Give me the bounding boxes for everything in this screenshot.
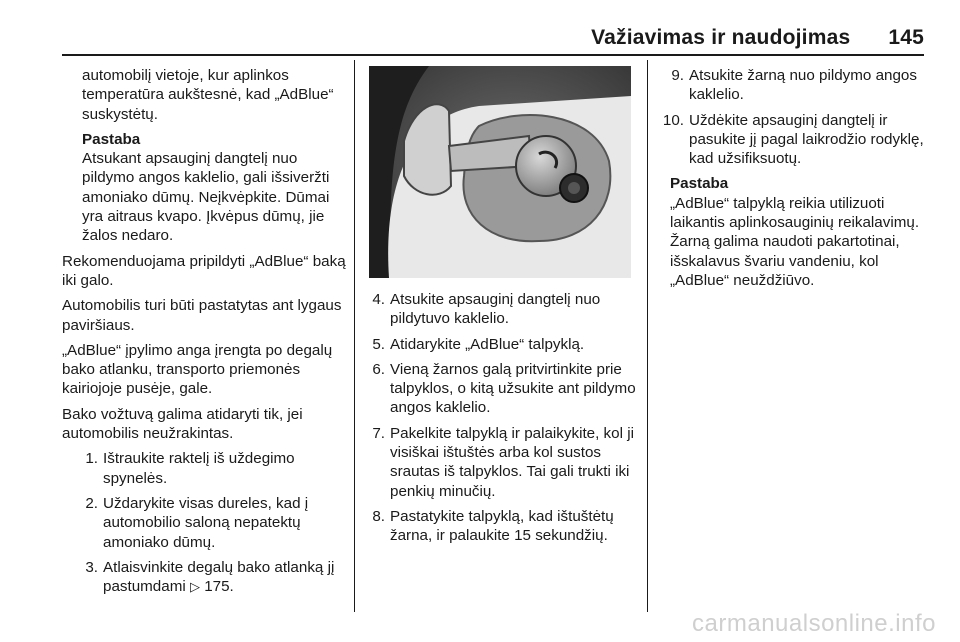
list-item: [369, 507, 639, 546]
step-text: Pakelkite talpyklą ir palaikykite, kol ji visiškai ištuštės arba kol sustos srautas iš talpyklos. Tai gali trukti iki penkių minučių.: [390, 424, 634, 500]
list-item: [660, 111, 930, 169]
arrow-ref-icon: ▷: [189, 579, 200, 595]
list-item: [62, 558, 350, 597]
paragraph: Rekomenduojama pripildyti „AdBlue“ baką iki galo.: [62, 252, 346, 289]
note-title: Pastaba: [670, 175, 729, 193]
list-item: [369, 335, 639, 354]
column-3: [660, 66, 930, 296]
step-number: 6.: [372, 360, 385, 378]
list-item: [660, 66, 930, 105]
note-body: „AdBlue“ talpyklą reikia utilizuoti laikantis aplinkosauginių reikalavimų. Žarną galima naudoti pakartotinai, išskalavus švariu vandeniu, kol „AdBlue“ neuždžiūvo.: [670, 194, 920, 289]
note-body: Atsukant apsauginį dangtelį nuo pildymo angos kaklelio, gali išsiveržti amoniako dūmų. Neįkvėpkite. Dūmai yra aitraus kvapo. Įkvėpus dūmų, jie žalos nedaro.: [82, 150, 330, 245]
steps-list: [62, 449, 350, 596]
step-text: Uždarykite visas dureles, kad į automobilio saloną nepatektų amoniako dūmų.: [103, 494, 309, 551]
step-number: 2.: [85, 494, 98, 512]
steps-list: [369, 290, 639, 546]
steps-list: [660, 66, 930, 168]
list-item: [369, 290, 639, 329]
paragraph: Bako vožtuvą galima atidaryti tik, jei automobilis neužrakintas.: [62, 405, 303, 443]
list-item: [62, 449, 350, 488]
step-number: 7.: [372, 424, 385, 442]
column-2: [369, 290, 639, 552]
step-number: 1.: [85, 450, 98, 468]
list-item: [369, 424, 639, 501]
column-divider-1: [354, 60, 355, 612]
adblue-filler-cap-photo: [369, 66, 631, 278]
photo-illustration: [369, 66, 631, 278]
step-number: 10.: [662, 111, 684, 129]
watermark: carmanualsonline.info: [692, 610, 936, 637]
list-item: [369, 360, 639, 418]
info-note: [660, 174, 930, 290]
step-text: Ištraukite raktelį iš uždegimo spynelės.: [103, 450, 295, 487]
warning-note: [62, 66, 350, 246]
list-item: [62, 494, 350, 552]
paragraph: Automobilis turi būti pastatytas ant lygaus paviršiaus.: [62, 297, 342, 334]
column-1: [62, 66, 350, 602]
step-text-container: [103, 558, 350, 597]
step-text: Atsukite žarną nuo pildymo angos kaklelio.: [689, 67, 917, 104]
step-text: Atlaisvinkite degalų bako atlanką jį pastumdami: [103, 558, 335, 596]
step-number: 3.: [85, 558, 98, 576]
step-number: 5.: [372, 335, 385, 353]
step-number: 9.: [671, 67, 684, 84]
page-reference[interactable]: 175.: [204, 578, 234, 596]
note-title: Pastaba: [82, 130, 141, 148]
step-number: 8.: [372, 507, 385, 525]
step-text: Pastatykite talpyklą, kad ištuštėtų žarna, ir palaukite 15 sekundžių.: [390, 507, 614, 545]
step-text: Vieną žarnos galą pritvirtinkite prie talpyklos, o kitą užsukite ant pildymo angos kaklelio.: [390, 360, 636, 417]
step-text: Uždėkite apsauginį dangtelį ir pasukite jį pagal laikrodžio rodyklę, kad užsifiksuotų.: [689, 111, 924, 168]
column-divider-2: [647, 60, 648, 612]
paragraph: „AdBlue“ įpylimo anga įrengta po degalų bako atlanku, transporto priemonės kairiojoje pusėje, gale.: [62, 341, 333, 398]
step-text: Atidarykite „AdBlue“ talpyklą.: [390, 335, 585, 353]
header-rule: [62, 54, 924, 56]
section-title: Važiavimas ir naudojimas: [591, 26, 851, 49]
page-header: [591, 26, 924, 50]
page-number: 145: [888, 26, 924, 49]
step-text: Atsukite apsauginį dangtelį nuo pildytuvo kaklelio.: [390, 291, 601, 328]
step-number: 4.: [372, 291, 385, 308]
note-intro: automobilį vietoje, kur aplinkos temperatūra aukštesnė, kad „AdBlue“ suskystėtų.: [82, 67, 334, 123]
